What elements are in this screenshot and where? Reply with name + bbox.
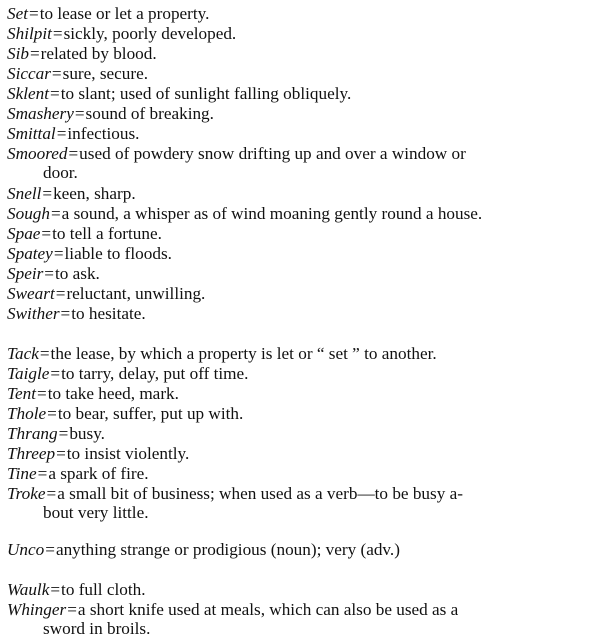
glossary-term: Shilpit [7,24,52,43]
glossary-term: Tine [7,464,37,483]
glossary-definition: to bear, suffer, put up with. [57,404,244,423]
glossary-definition: to lease or let a property. [39,4,210,23]
glossary-term: Snell [7,184,42,203]
glossary-term: Sib [7,44,29,63]
glossary-term: Smashery [7,104,74,123]
glossary-definition: used of powdery snow drifting up and over a window or [79,144,466,163]
glossary-term: Thrang [7,424,58,443]
glossary-term: Sough [7,204,50,223]
glossary-term: Sweart [7,284,55,303]
glossary-definition: infectious. [67,124,140,143]
glossary-term: Thole [7,404,47,423]
glossary-definition: liable to floods. [64,244,172,263]
glossary-entry: Smoored=used of powdery snow drifting up and over a window or door. [7,144,590,183]
glossary-definition-continued: bout very little. [43,503,149,523]
glossary-definition: busy. [69,424,105,443]
glossary-definition: to take heed, mark. [47,384,179,403]
glossary-entry: Snell=keen, sharp. [7,184,136,203]
glossary-entry: Spatey=liable to floods. [7,244,172,263]
glossary-definition: to insist violently. [66,444,190,463]
glossary-entry: Sib=related by blood. [7,44,157,63]
glossary-definition: sickly, poorly developed. [63,24,237,43]
glossary-definition: a sound, a whisper as of wind moaning gently round a house. [61,204,483,223]
glossary-definition: sure, secure. [62,64,149,83]
glossary-definition-continued: door. [43,163,78,183]
glossary-entry: Troke=a small bit of business; when used as a verb—to be busy a- bout very little. [7,484,590,523]
glossary-term: Smoored [7,144,68,163]
glossary-entry: Sweart=reluctant, unwilling. [7,284,206,303]
glossary-definition: keen, sharp. [53,184,136,203]
glossary-entry: Tent=to take heed, mark. [7,384,179,403]
glossary-entry: Shilpit=sickly, poorly developed. [7,24,237,43]
glossary-term: Smittal [7,124,56,143]
glossary-term: Taigle [7,364,50,383]
glossary-entry: Waulk=to full cloth. [7,580,146,599]
glossary-definition: to hesitate. [71,304,146,323]
glossary-term: Threep [7,444,56,463]
glossary-entry: Tack=the lease, by which a property is let or “ set ” to another. [7,344,437,363]
glossary-term: Set [7,4,28,23]
glossary-definition: a spark of fire. [48,464,149,483]
glossary-term: Whinger [7,600,67,619]
glossary-definition: to tell a fortune. [52,224,162,243]
glossary-definition: related by blood. [40,44,157,63]
glossary-term: Sklent [7,84,49,103]
glossary-entry: Speir=to ask. [7,264,100,283]
glossary-entry: Unco=anything strange or prodigious (noun); very (adv.) [7,540,400,559]
glossary-term: Unco [7,540,45,559]
glossary-entry: Sough=a sound, a whisper as of wind moaning gently round a house. [7,204,483,223]
glossary-term: Speir [7,264,44,283]
glossary-entry: Swither=to hesitate. [7,304,146,323]
glossary-entry: Threep=to insist violently. [7,444,190,463]
glossary-term: Siccar [7,64,51,83]
glossary-definition: to tarry, delay, put off time. [61,364,249,383]
glossary-term: Tent [7,384,36,403]
glossary-entry: Sklent=to slant; used of sunlight falling obliquely. [7,84,352,103]
glossary-term: Tack [7,344,39,363]
glossary-entry: Siccar=sure, secure. [7,64,149,83]
glossary-term: Spae [7,224,41,243]
glossary-entry: Set=to lease or let a property. [7,4,210,23]
glossary-definition-continued: sword in broils. [43,619,151,639]
glossary-term: Spatey [7,244,53,263]
glossary-definition: to full cloth. [61,580,146,599]
glossary-term: Troke [7,484,46,503]
glossary-definition: to slant; used of sunlight falling obliquely. [60,84,352,103]
glossary-definition: anything strange or prodigious (noun); very (adv.) [55,540,400,559]
glossary-definition: the lease, by which a property is let or “ set ” to another. [50,344,437,363]
glossary-entry: Thole=to bear, suffer, put up with. [7,404,244,423]
glossary-entry: Smashery=sound of breaking. [7,104,214,123]
glossary-definition: reluctant, unwilling. [66,284,206,303]
glossary-term: Swither [7,304,60,323]
glossary-definition: a short knife used at meals, which can also be used as a [77,600,459,619]
glossary-definition: sound of breaking. [85,104,214,123]
glossary-entry: Smittal=infectious. [7,124,140,143]
glossary-definition: to ask. [54,264,100,283]
glossary-entry: Tine=a spark of fire. [7,464,149,483]
glossary-entry: Spae=to tell a fortune. [7,224,162,243]
glossary-entry: Whinger=a short knife used at meals, which can also be used as a sword in broils. [7,600,590,639]
glossary-entry: Taigle=to tarry, delay, put off time. [7,364,249,383]
glossary-term: Waulk [7,580,50,599]
glossary-definition: a small bit of business; when used as a verb—to be busy a- [57,484,463,503]
glossary-entry: Thrang=busy. [7,424,105,443]
